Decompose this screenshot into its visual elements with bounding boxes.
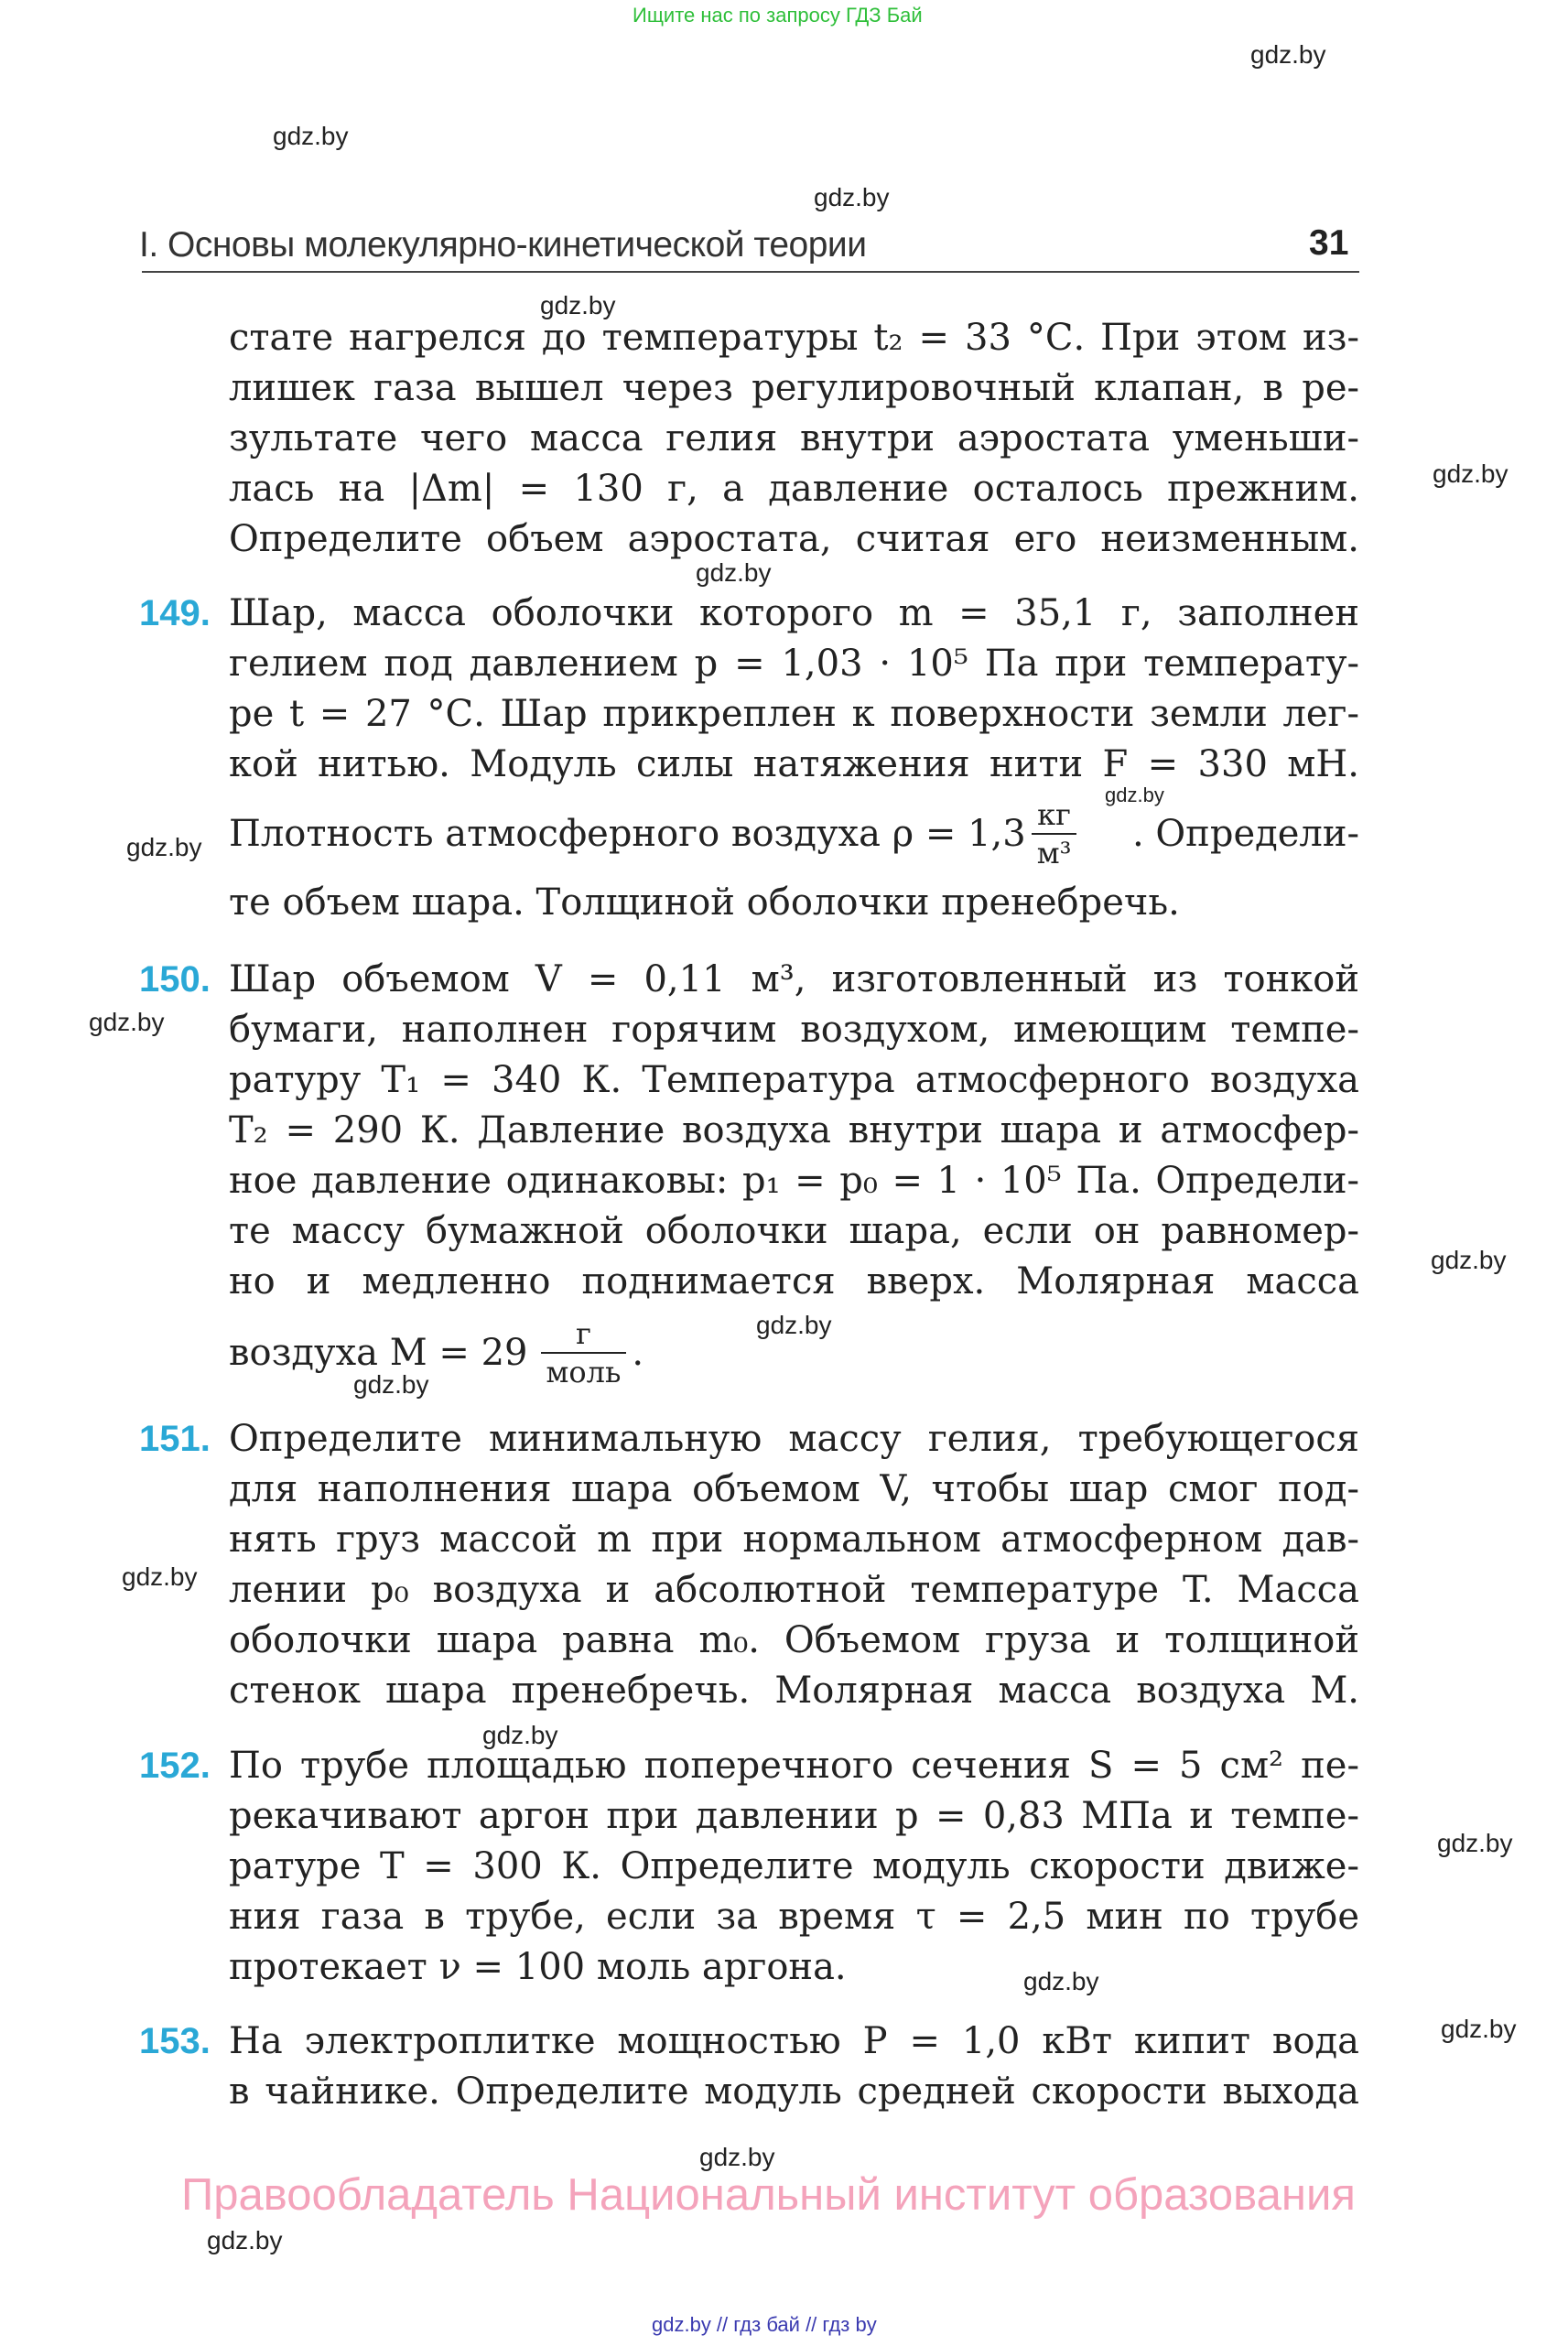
text-line: ратуре T = 300 К. Определите модуль скорости движе-: [229, 1845, 1359, 1887]
text-line: ратуру T₁ = 340 К. Температура атмосферного воздуха: [229, 1059, 1359, 1101]
text-line: Шар, масса оболочки которого m = 35,1 г, заполнен: [229, 592, 1359, 634]
watermark: gdz.by: [699, 2143, 775, 2171]
text-line: На электроплитке мощностью P = 1,0 кВт кипит вода: [229, 2020, 1359, 2062]
fraction-denominator: моль: [546, 1355, 622, 1389]
text-line: протекает ν = 100 моль аргона.: [229, 1946, 847, 1988]
watermark: gdz.by: [1437, 1829, 1513, 1857]
watermark: gdz.by: [1431, 1246, 1507, 1274]
problem-149-text: [229, 589, 1359, 928]
problem-number-152: 152.: [139, 1746, 211, 1786]
text-line: кой нитью. Модуль силы натяжения нити F = 330 мН.: [229, 743, 1359, 785]
fraction-numerator: кг: [1032, 796, 1077, 835]
watermark: gdz.by: [1023, 1967, 1099, 1995]
text-line: бумаги, наполнен горячим воздухом, имеющим темпе-: [229, 1009, 1359, 1051]
problem-152-text: [229, 1741, 1359, 1993]
text-line: стенок шара пренебречь. Молярная масса воздуха M.: [229, 1670, 1359, 1712]
fraction-denominator: м³: [1036, 836, 1072, 870]
text-line: Определите минимальную массу гелия, требующегося: [229, 1418, 1359, 1460]
problem-153-text: [229, 2016, 1359, 2117]
header-rule: [142, 271, 1359, 273]
problem-number-151: 151.: [139, 1419, 211, 1459]
watermark: gdz.by: [1433, 459, 1509, 488]
text-line: для наполнения шара объемом V, чтобы шар смог под-: [229, 1468, 1359, 1510]
text-line: воздуха M = 29: [229, 1332, 528, 1374]
text-line: в чайнике. Определите модуль средней скорости выхода: [229, 2070, 1359, 2113]
watermark: gdz.by: [540, 291, 616, 319]
watermark: gdz.by: [756, 1311, 832, 1339]
watermark: gdz.by: [273, 122, 349, 150]
density-unit-fraction: [1032, 796, 1077, 871]
text-line: лась на |Δm| = 130 г, а давление осталось прежним.: [229, 468, 1359, 510]
text-line: лении p₀ воздуха и абсолютной температуре T. Масса: [229, 1569, 1359, 1611]
text-line: ния газа в трубе, если за время τ = 2,5 мин по трубе: [229, 1896, 1359, 1938]
fraction-numerator: г: [541, 1315, 627, 1354]
running-header-title: I. Основы молекулярно-кинетической теории: [139, 225, 867, 265]
watermark: gdz.by: [1441, 2015, 1517, 2043]
text-line: те объем шара. Толщиной оболочки пренебречь.: [229, 881, 1180, 924]
text-line: Плотность атмосферного воздуха ρ = 1,3: [229, 813, 1026, 855]
watermark: gdz.by: [696, 558, 772, 587]
text-line: .: [632, 1332, 644, 1374]
text-line: ное давление одинаковы: p₁ = p₀ = 1 · 10⁵ Па. Определи-: [229, 1160, 1359, 1202]
text-line: оболочки шара равна m₀. Объемом груза и толщиной: [229, 1619, 1359, 1661]
text-line: . Определи-: [1131, 813, 1359, 855]
density-formula-line: [229, 790, 1359, 878]
text-line: нять груз массой m при нормальном атмосферном дав-: [229, 1519, 1359, 1561]
continuation-paragraph: [229, 313, 1359, 565]
text-line: T₂ = 290 К. Давление воздуха внутри шара и атмосфер-: [229, 1109, 1359, 1151]
problem-151-text: [229, 1414, 1359, 1716]
molar-mass-unit-fraction: [541, 1315, 627, 1390]
text-line: рекачивают аргон при давлении p = 0,83 МПа и темпе-: [229, 1795, 1359, 1837]
footer-links: gdz.by // гдз бай // гдз by: [652, 2313, 877, 2336]
text-line: Определите объем аэростата, считая его неизменным.: [229, 518, 1359, 560]
page-number: 31: [1309, 223, 1349, 263]
problem-number-149: 149.: [139, 593, 211, 633]
molar-mass-formula-line: [229, 1307, 1359, 1399]
watermark: gdz.by: [814, 183, 890, 211]
top-search-note: Ищите нас по запросу ГДЗ Бай: [633, 4, 923, 27]
watermark: gdz.by: [122, 1562, 198, 1591]
problem-number-150: 150.: [139, 959, 211, 1000]
problem-150-text: [229, 955, 1359, 1399]
text-line: стате нагрелся до температуры t₂ = 33 °С. При этом из-: [229, 317, 1359, 359]
watermark: gdz.by: [1250, 40, 1326, 69]
text-line: По трубе площадью поперечного сечения S = 5 см² пе-: [229, 1745, 1359, 1787]
text-line: Шар объемом V = 0,11 м³, изготовленный из тонкой: [229, 958, 1359, 1000]
watermark: gdz.by: [353, 1370, 429, 1399]
watermark: gdz.by: [482, 1721, 558, 1749]
text-line: но и медленно поднимается вверх. Молярная масса: [229, 1260, 1359, 1303]
text-line: лишек газа вышел через регулировочный клапан, в ре-: [229, 367, 1359, 409]
watermark: gdz.by: [89, 1008, 165, 1036]
watermark: gdz.by: [126, 833, 202, 861]
watermark: gdz.by: [1105, 784, 1164, 806]
text-line: гелием под давлением p = 1,03 · 10⁵ Па при температу-: [229, 643, 1359, 685]
text-line: ре t = 27 °С. Шар прикреплен к поверхности земли лег-: [229, 693, 1359, 735]
watermark: gdz.by: [207, 2226, 283, 2254]
text-line: зультате чего масса гелия внутри аэростата уменьши-: [229, 417, 1359, 459]
problem-number-153: 153.: [139, 2021, 211, 2061]
rights-holder-notice: Правообладатель Национальный институт образования: [181, 2170, 1356, 2220]
text-line: те массу бумажной оболочки шара, если он равномер-: [229, 1210, 1359, 1252]
